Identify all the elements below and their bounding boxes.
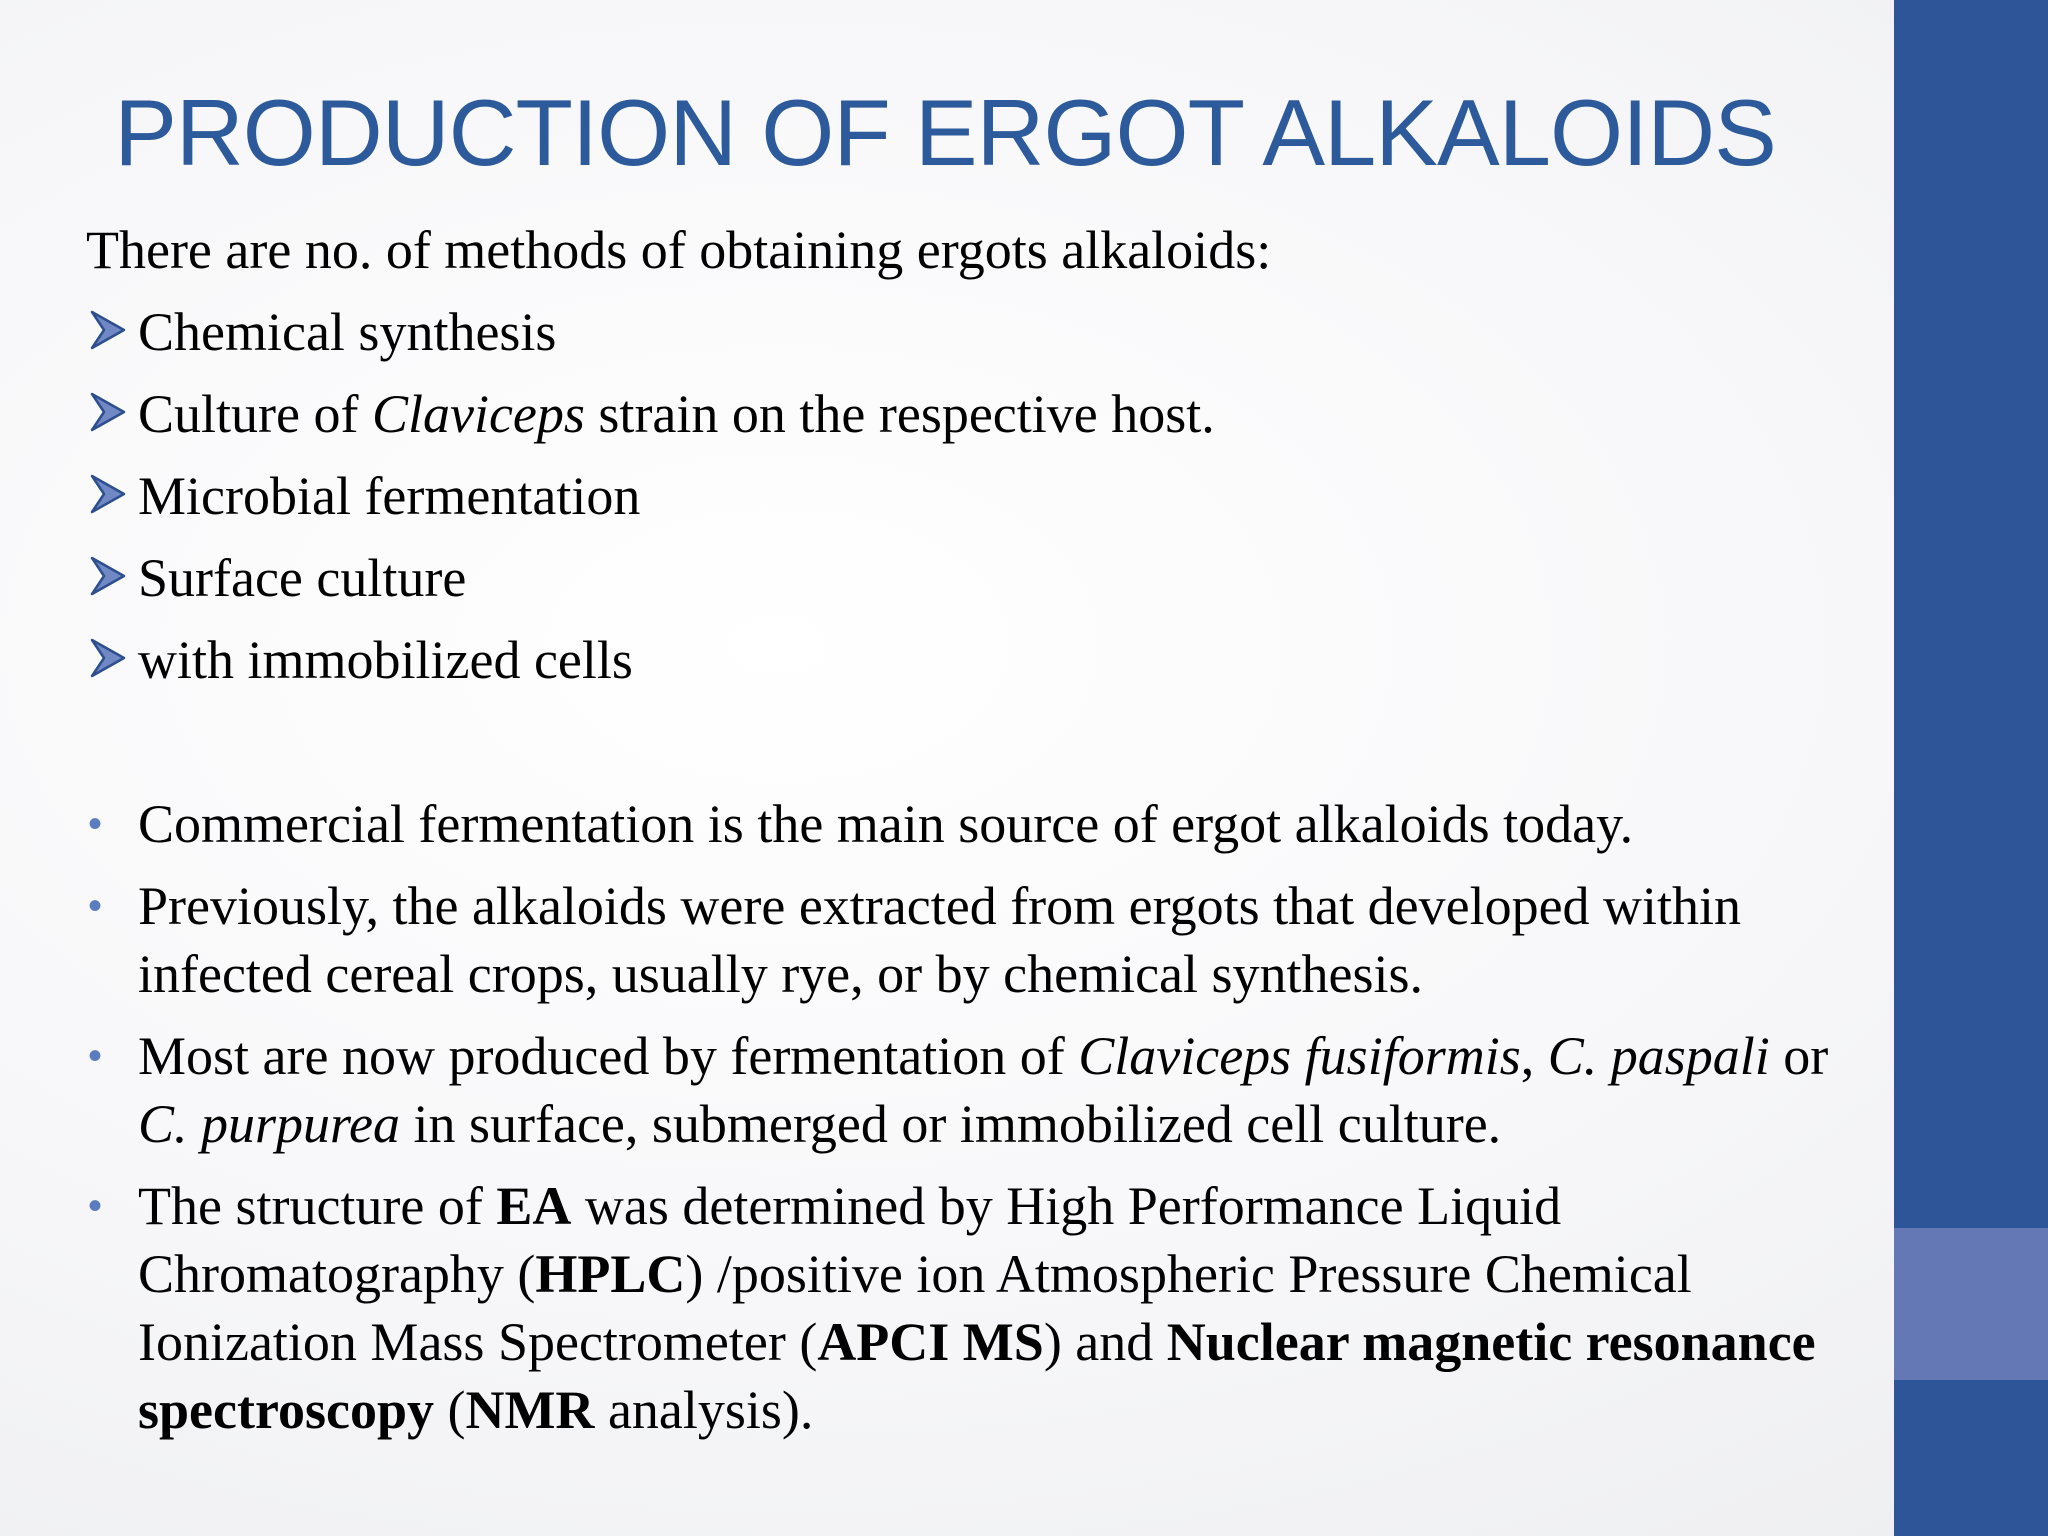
method-label: Chemical synthesis	[138, 302, 557, 362]
sidebar-accent-block	[1894, 1228, 2048, 1380]
slide-body	[86, 216, 1886, 1458]
method-label-end: strain on the respective host.	[584, 384, 1215, 444]
nmr-full-name: Nuclear magnetic resonance spectroscopy	[138, 1312, 1816, 1440]
arrow-bullet-icon	[90, 310, 126, 350]
bullet-text: Previously, the alkaloids were extracted from ergots that developed within infected cereal crops, usually rye, or by chemical synthesis.	[138, 876, 1742, 1004]
bullet-text-part: ) and	[1043, 1312, 1167, 1372]
bullet-text-part: analysis).	[594, 1380, 814, 1440]
bullet-text: Commercial fermentation is the main source of ergot alkaloids today.	[138, 794, 1634, 854]
method-label: Microbial fermentation	[138, 466, 641, 526]
arrow-bullet-icon	[90, 556, 126, 596]
abbr-hplc: HPLC	[535, 1244, 686, 1304]
method-item-culture	[86, 380, 1886, 462]
species-name: C. purpurea	[138, 1094, 401, 1154]
intro-text: There are no. of methods of obtaining ergots alkaloids:	[86, 220, 1272, 280]
bullet-item-structure	[86, 1172, 1886, 1444]
bullet-text-part: was determined by High Performance Liquid Chromatography (	[138, 1176, 1562, 1304]
bullet-text-part: The structure of	[138, 1176, 497, 1236]
bullet-text-part: ) /positive ion Atmospheric Pressure Chemical Ionization Mass Spectrometer (	[138, 1244, 1692, 1372]
bullet-dot-icon: •	[88, 802, 103, 846]
bullet-text-part: ,	[1520, 1026, 1548, 1086]
section-spacer	[86, 708, 1886, 790]
abbr-apci-ms: APCI MS	[817, 1312, 1044, 1372]
method-label: Surface culture	[138, 548, 467, 608]
method-label: with immobilized cells	[138, 630, 633, 690]
species-name: Claviceps fusiformis	[1078, 1026, 1521, 1086]
method-label-start: Culture of	[138, 384, 372, 444]
bullet-item-previously	[86, 872, 1886, 1008]
abbr-nmr: NMR	[465, 1380, 595, 1440]
abbr-ea: EA	[496, 1176, 572, 1236]
bullet-text-part: or	[1769, 1026, 1829, 1086]
bullet-dot-icon: •	[88, 884, 103, 928]
method-item-chemical-synthesis	[86, 298, 1886, 380]
bullet-text-part: in surface, submerged or immobilized cell culture.	[400, 1094, 1502, 1154]
species-name: C. paspali	[1547, 1026, 1770, 1086]
method-item-surface-culture	[86, 544, 1886, 626]
bullet-dot-icon: •	[88, 1034, 103, 1078]
method-item-immobilized-cells	[86, 626, 1886, 708]
bullet-item-commercial-fermentation	[86, 790, 1886, 858]
arrow-bullet-icon	[90, 392, 126, 432]
bullet-text-part: Most are now produced by fermentation of	[138, 1026, 1079, 1086]
slide-title: PRODUCTION OF ERGOT ALKALOIDS	[114, 80, 1776, 185]
arrow-bullet-icon	[90, 474, 126, 514]
bullet-dot-icon: •	[88, 1184, 103, 1228]
bullet-item-most-produced	[86, 1022, 1886, 1158]
method-label-italic: Claviceps	[371, 384, 585, 444]
arrow-bullet-icon	[90, 638, 126, 678]
method-item-microbial-fermentation	[86, 462, 1886, 544]
bullet-text-part: (	[433, 1380, 466, 1440]
